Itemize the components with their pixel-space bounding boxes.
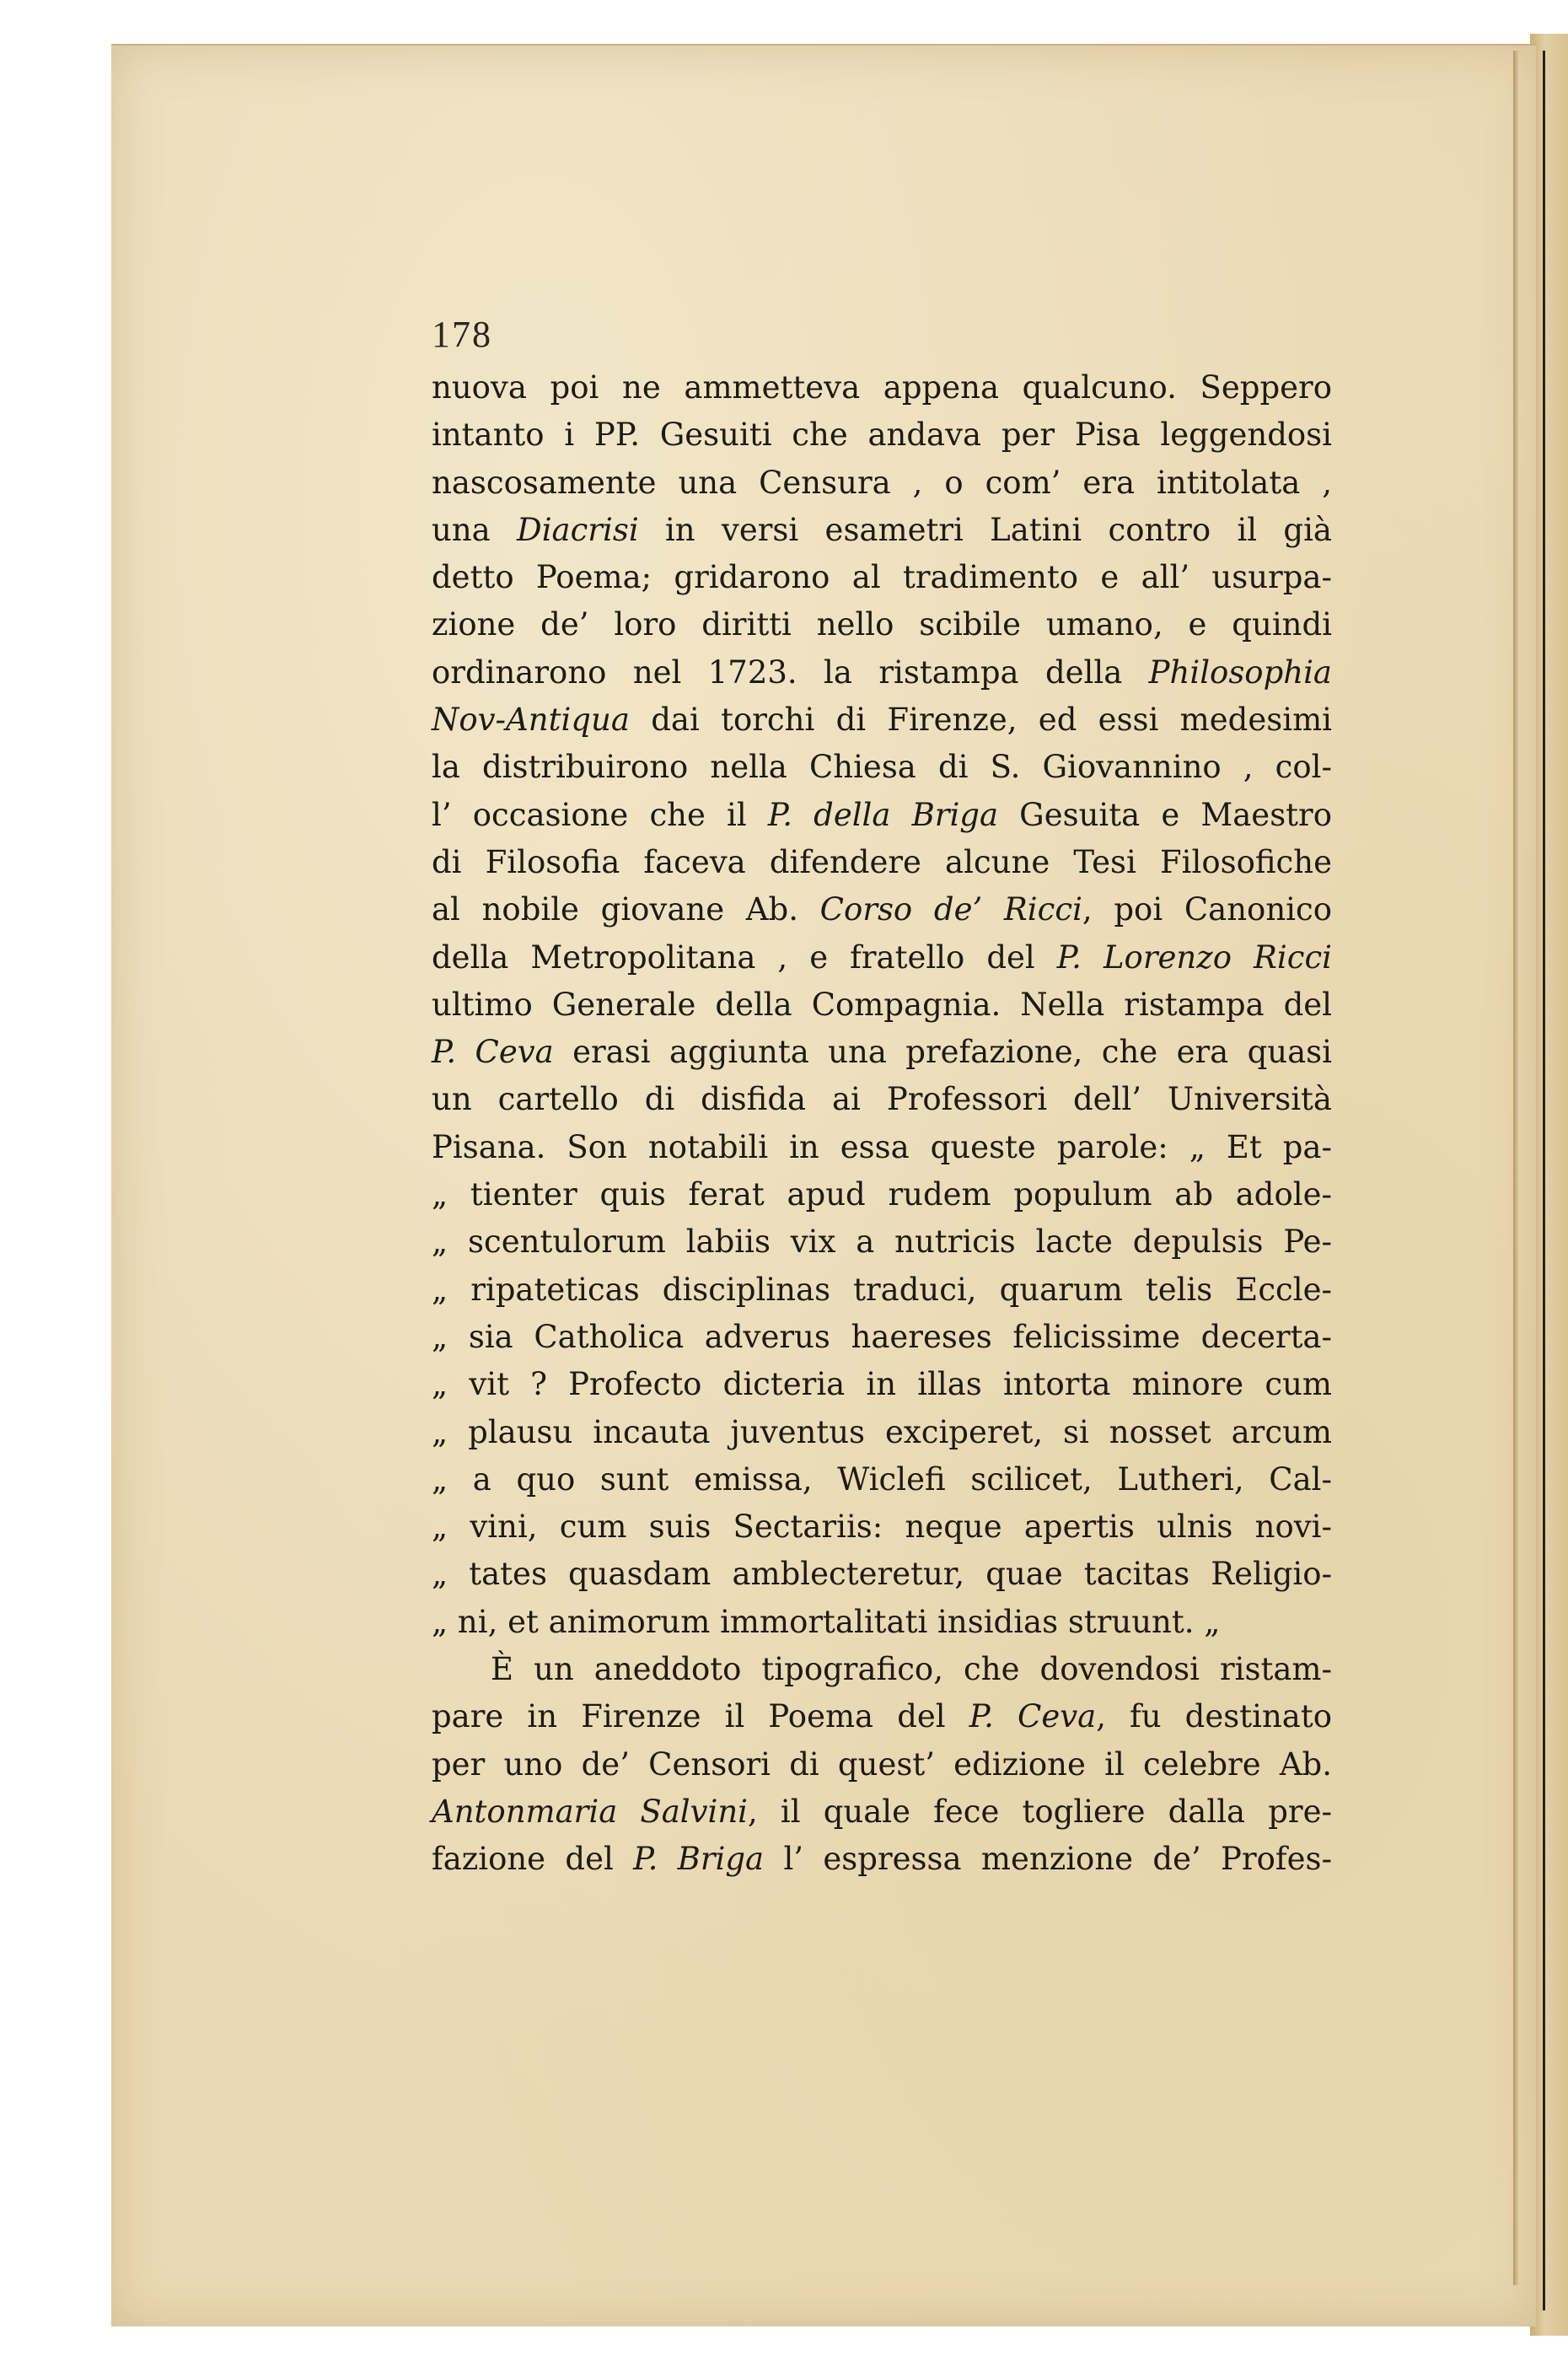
text-segment: „ tienter quis ferat apud rudem populum ab adole- (432, 1176, 1332, 1213)
text-line (432, 792, 1332, 839)
text-segment: „ ni, et animorum immortalitati insidias struunt. „ (432, 1603, 1221, 1640)
text-line (432, 1124, 1332, 1171)
text-lines (432, 364, 1332, 1884)
text-line (432, 1599, 1332, 1646)
italic-text-segment: Diacrisi (517, 511, 639, 548)
text-segment: fazione del (432, 1841, 634, 1878)
text-segment: pare in Firenze il Poema del (432, 1698, 969, 1735)
text-segment: l’ espressa menzione de’ Profes- (764, 1841, 1332, 1878)
text-segment: al nobile giovane Ab. (432, 891, 820, 928)
italic-text-segment: Corso de’ Ricci (819, 891, 1082, 928)
text-segment: nascosamente una Censura , o com’ era intitolata , (432, 464, 1332, 501)
text-segment: dai torchi di Firenze, ed essi medesimi (629, 702, 1332, 739)
text-line (432, 411, 1332, 459)
text-line (432, 1218, 1332, 1266)
text-segment: „ plausu incauta juventus exciperet, si nosset arcum (432, 1413, 1332, 1450)
text-segment: „ ripateticas disciplinas traduci, quarum telis Eccle- (432, 1271, 1332, 1308)
italic-text-segment: P. Lorenzo Ricci (1056, 938, 1333, 976)
text-line (432, 460, 1332, 507)
italic-text-segment: Antonmaria Salvini (432, 1793, 749, 1830)
text-line (432, 1836, 1332, 1883)
italic-text-segment: P. della Briga (767, 796, 999, 833)
text-segment: nuova poi ne ammetteva appena qualcuno. Seppero (432, 369, 1332, 406)
text-line (432, 1409, 1332, 1456)
text-segment: „ tates quasdam amblecteretur, quae tacitas Religio- (432, 1556, 1332, 1593)
text-line (432, 1503, 1332, 1551)
italic-text-segment: P. Ceva (969, 1698, 1097, 1735)
text-segment: zione de’ loro diritti nello scibile umano, e quindi (432, 606, 1332, 643)
text-line (432, 364, 1332, 411)
page-text-block (432, 314, 1332, 1884)
text-line (432, 1693, 1332, 1740)
italic-text-segment: P. Briga (633, 1841, 765, 1878)
page-fold-edge (1513, 51, 1518, 2285)
text-segment: una (432, 511, 518, 548)
text-line (432, 744, 1332, 791)
text-segment: ultimo Generale della Compagnia. Nella ristampa del (432, 986, 1332, 1023)
text-segment: di Filosofia faceva difendere alcune Tesi Filosofiche (432, 843, 1332, 880)
text-segment: „ vini, cum suis Sectariis: neque apertis ulnis novi- (432, 1509, 1332, 1546)
text-line (432, 554, 1332, 601)
text-line (432, 839, 1332, 886)
text-segment: ordinarono nel 1723. la ristampa della (432, 653, 1149, 691)
text-line (432, 507, 1332, 554)
text-segment: in versi esametri Latini contro il già (638, 511, 1332, 548)
text-line (432, 1171, 1332, 1218)
text-line (432, 1788, 1332, 1836)
text-line (432, 696, 1332, 744)
page-spine-shadow (1543, 51, 1545, 2310)
text-segment: , fu destinato (1096, 1698, 1332, 1735)
text-line (432, 1029, 1332, 1076)
text-line (432, 1361, 1332, 1408)
text-segment: „ a quo sunt emissa, Wiclefi scilicet, Lutheri, Cal- (432, 1460, 1332, 1498)
text-segment: intanto i PP. Gesuiti che andava per Pisa leggendosi (432, 417, 1332, 454)
text-segment: È un aneddoto tipografico, che dovendosi ristam- (491, 1651, 1332, 1688)
italic-text-segment: P. Ceva (432, 1034, 554, 1071)
text-line (432, 1267, 1332, 1314)
text-line (432, 1646, 1332, 1693)
text-line (432, 649, 1332, 696)
text-line (432, 982, 1332, 1029)
text-line (432, 1551, 1332, 1598)
page-number: 178 (432, 314, 492, 355)
italic-text-segment: Philosophia (1148, 653, 1332, 691)
text-segment: „ sia Catholica adverus haereses felicissime decerta- (432, 1318, 1332, 1355)
text-line (432, 1456, 1332, 1503)
text-segment: l’ occasione che il (432, 796, 768, 833)
text-line (432, 1741, 1332, 1788)
text-line (432, 1076, 1332, 1123)
italic-text-segment: Nov-Antiqua (432, 702, 630, 739)
text-segment: Gesuita e Maestro (998, 796, 1333, 833)
text-line (432, 601, 1332, 648)
text-segment: Pisana. Son notabili in essa queste parole: „ Et pa- (432, 1128, 1332, 1165)
text-segment: per uno de’ Censori di quest’ edizione il celebre Ab. (432, 1745, 1332, 1783)
text-line (432, 1314, 1332, 1361)
text-segment: un cartello di disfida ai Professori dell’ Università (432, 1081, 1332, 1118)
text-segment: , poi Canonico (1082, 891, 1332, 928)
text-segment: , il quale fece togliere dalla pre- (748, 1793, 1332, 1830)
text-line (432, 886, 1332, 933)
text-segment: la distribuirono nella Chiesa di S. Giovannino , col- (432, 749, 1332, 786)
text-line (432, 934, 1332, 982)
text-segment: della Metropolitana , e fratello del (432, 938, 1057, 976)
text-segment: „ scentulorum labiis vix a nutricis lacte depulsis Pe- (432, 1224, 1332, 1261)
text-segment: detto Poema; gridarono al tradimento e all’ usurpa- (432, 559, 1332, 596)
text-segment: „ vit ? Profecto dicteria in illas intorta minore cum (432, 1366, 1332, 1403)
text-segment: erasi aggiunta una prefazione, che era quasi (553, 1034, 1332, 1071)
